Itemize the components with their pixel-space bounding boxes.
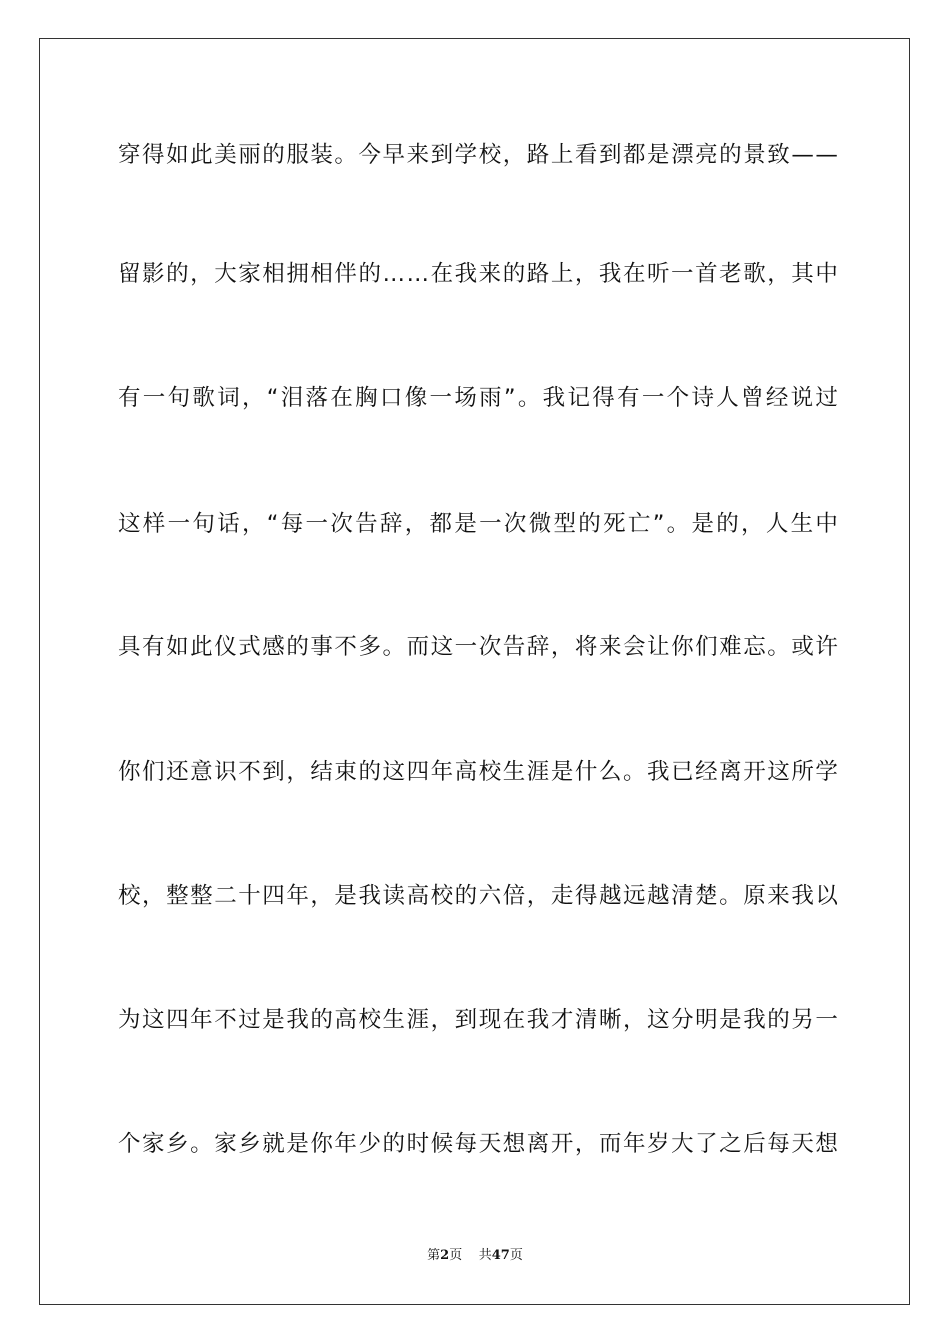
glyph: 一 — [142, 385, 166, 411]
glyph: 有 — [142, 634, 165, 660]
glyph: 告 — [355, 511, 378, 537]
glyph: 不 — [334, 634, 357, 660]
body-text-line-7 — [118, 881, 838, 911]
glyph: 为 — [118, 1007, 141, 1033]
glyph: 离 — [526, 1131, 550, 1157]
body-text-line-8 — [118, 1005, 838, 1035]
glyph: ， — [550, 634, 574, 660]
glyph: 十 — [238, 883, 261, 909]
glyph: 得 — [142, 142, 165, 168]
glyph: 了 — [695, 1131, 718, 1157]
glyph: 天 — [791, 1131, 814, 1157]
glyph: 楚 — [695, 883, 718, 909]
glyph: 年 — [430, 759, 454, 785]
glyph: 景 — [743, 142, 766, 168]
glyph: 致 — [767, 142, 790, 168]
glyph: 乡 — [166, 1131, 189, 1157]
glyph: 在 — [430, 261, 454, 287]
glyph: ， — [286, 759, 309, 785]
glyph: 样 — [142, 511, 166, 537]
glyph: — — [791, 142, 814, 168]
glyph: 会 — [622, 634, 646, 660]
glyph: 亡 — [627, 511, 651, 537]
glyph: 还 — [166, 759, 189, 785]
total-prefix: 共 — [478, 1248, 492, 1263]
glyph: 得 — [592, 385, 615, 411]
glyph: 的 — [716, 511, 739, 537]
glyph: 拥 — [286, 261, 309, 287]
glyph: 来 — [406, 142, 430, 168]
glyph: 来 — [478, 261, 502, 287]
glyph: 到 — [454, 1007, 478, 1033]
glyph: 乡 — [238, 1131, 261, 1157]
glyph: 校 — [118, 883, 141, 909]
body-text-line-4 — [118, 509, 838, 539]
glyph: 校 — [478, 142, 502, 168]
glyph: 有 — [617, 385, 640, 411]
glyph: 辞 — [526, 634, 550, 660]
glyph: 说 — [790, 385, 814, 411]
glyph: 句 — [167, 385, 191, 411]
glyph: 过 — [815, 385, 838, 411]
glyph: 路 — [526, 261, 550, 287]
glyph: 校 — [430, 883, 454, 909]
glyph: 个 — [118, 1131, 141, 1157]
glyph: 现 — [478, 1007, 502, 1033]
glyph: 歌 — [192, 385, 215, 411]
glyph: 来 — [598, 634, 622, 660]
glyph: 来 — [767, 883, 790, 909]
glyph: 学 — [815, 759, 838, 785]
glyph: 候 — [430, 1131, 454, 1157]
page-suffix: 页 — [449, 1248, 463, 1263]
glyph: 以 — [815, 883, 838, 909]
glyph: 越 — [647, 883, 670, 909]
glyph: 之 — [719, 1131, 742, 1157]
glyph: 相 — [262, 261, 285, 287]
body-text-line-6 — [118, 757, 838, 787]
glyph: 我 — [358, 883, 381, 909]
glyph: 这 — [647, 1007, 670, 1033]
total-suffix: 页 — [509, 1248, 523, 1263]
glyph: 多 — [358, 634, 381, 660]
glyph: 人 — [716, 385, 739, 411]
glyph: 次 — [478, 634, 502, 660]
glyph: 次 — [503, 511, 527, 537]
glyph: 听 — [647, 261, 670, 287]
glyph: ， — [241, 511, 265, 537]
glyph: 过 — [238, 1007, 261, 1033]
glyph: 。 — [767, 634, 790, 660]
glyph: 装 — [310, 142, 333, 168]
glyph: 是 — [286, 1131, 309, 1157]
glyph: 少 — [358, 1131, 381, 1157]
glyph: 的 — [719, 142, 742, 168]
glyph: 到 — [598, 142, 622, 168]
glyph: 一 — [429, 385, 453, 411]
glyph: 落 — [305, 385, 329, 411]
glyph: 穿 — [118, 142, 141, 168]
glyph: 一 — [641, 385, 665, 411]
glyph: 。 — [719, 883, 742, 909]
glyph: 束 — [334, 759, 357, 785]
glyph: 每 — [454, 1131, 478, 1157]
glyph: 词 — [217, 385, 240, 411]
glyph: … — [382, 261, 406, 287]
glyph: 告 — [502, 634, 526, 660]
body-text-line-1 — [118, 140, 838, 170]
glyph: 我 — [526, 1007, 550, 1033]
total-pages: 47 — [491, 1248, 510, 1263]
glyph: 我 — [454, 261, 478, 287]
glyph: 上 — [550, 261, 574, 287]
glyph: 话 — [217, 511, 240, 537]
glyph: 读 — [382, 883, 406, 909]
glyph: 生 — [502, 759, 526, 785]
glyph: 死 — [603, 511, 626, 537]
glyph: 胸 — [355, 385, 378, 411]
glyph: 原 — [743, 883, 766, 909]
glyph: 这 — [430, 634, 454, 660]
glyph: 高 — [454, 759, 478, 785]
glyph: 不 — [214, 1007, 237, 1033]
glyph: 。 — [517, 385, 541, 411]
glyph: 都 — [622, 142, 646, 168]
glyph: 泪 — [280, 385, 304, 411]
glyph: 这 — [382, 759, 406, 785]
glyph: 涯 — [406, 1007, 430, 1033]
glyph: 忘 — [743, 634, 766, 660]
glyph: 这 — [142, 1007, 165, 1033]
glyph: 一 — [454, 634, 478, 660]
glyph: 将 — [574, 634, 598, 660]
glyph: … — [406, 261, 430, 287]
glyph: 漂 — [671, 142, 694, 168]
glyph: 亮 — [695, 142, 718, 168]
glyph: 诗 — [691, 385, 714, 411]
glyph: 让 — [647, 634, 670, 660]
glyph: “ — [266, 385, 279, 411]
glyph: 分 — [671, 1007, 694, 1033]
glyph: 仪 — [214, 634, 237, 660]
glyph: 我 — [598, 261, 622, 287]
glyph: ， — [622, 1007, 646, 1033]
glyph: 中 — [815, 511, 838, 537]
glyph: 场 — [454, 385, 477, 411]
glyph: ， — [310, 883, 333, 909]
glyph: 年 — [286, 883, 309, 909]
glyph: 有 — [118, 385, 141, 411]
glyph: 今 — [358, 142, 381, 168]
glyph: 识 — [214, 759, 237, 785]
glyph: 二 — [214, 883, 237, 909]
glyph: 离 — [719, 759, 742, 785]
glyph: 这 — [767, 759, 790, 785]
glyph: 开 — [550, 1131, 574, 1157]
glyph: 。 — [334, 142, 357, 168]
glyph: 首 — [695, 261, 718, 287]
body-text-line-2 — [118, 259, 838, 289]
body-text-line-9 — [118, 1129, 838, 1159]
glyph: 另 — [791, 1007, 814, 1033]
glyph: 。 — [666, 511, 690, 537]
glyph: 生 — [382, 1007, 406, 1033]
glyph: 后 — [743, 1131, 766, 1157]
glyph: 想 — [815, 1131, 838, 1157]
glyph: 一 — [815, 1007, 838, 1033]
glyph: 校 — [478, 759, 502, 785]
glyph: 生 — [790, 511, 814, 537]
glyph: 这 — [118, 511, 141, 537]
glyph: 美 — [214, 142, 237, 168]
glyph: 晰 — [598, 1007, 622, 1033]
glyph: 我 — [542, 385, 566, 411]
glyph: 如 — [166, 634, 189, 660]
glyph: 么 — [598, 759, 622, 785]
glyph: 此 — [190, 142, 213, 168]
glyph: 大 — [214, 261, 237, 287]
glyph: 年 — [334, 1131, 357, 1157]
glyph: 型 — [553, 511, 577, 537]
glyph: 的 — [310, 1007, 333, 1033]
glyph: 句 — [192, 511, 215, 537]
glyph: 。 — [622, 759, 646, 785]
glyph: 微 — [528, 511, 552, 537]
glyph: 相 — [310, 261, 333, 287]
glyph: 倍 — [502, 883, 526, 909]
glyph: 的 — [286, 634, 309, 660]
glyph: 四 — [166, 1007, 189, 1033]
glyph: 的 — [358, 261, 381, 287]
glyph: 其 — [791, 261, 814, 287]
glyph: ， — [574, 261, 598, 287]
glyph: 看 — [574, 142, 598, 168]
glyph: 感 — [262, 634, 285, 660]
glyph: 时 — [406, 1131, 430, 1157]
glyph: 中 — [815, 261, 838, 287]
glyph: 在 — [622, 261, 646, 287]
glyph: ” — [503, 385, 516, 411]
glyph: 是 — [647, 142, 670, 168]
glyph: 雨 — [479, 385, 502, 411]
glyph: 老 — [719, 261, 742, 287]
glyph: 的 — [454, 883, 478, 909]
glyph: ， — [241, 385, 265, 411]
glyph: ， — [741, 511, 764, 537]
glyph: 。 — [382, 634, 406, 660]
glyph: 四 — [262, 883, 285, 909]
glyph: 的 — [358, 759, 381, 785]
glyph: 早 — [382, 142, 406, 168]
body-text-line-5 — [118, 632, 838, 662]
page-number: 2 — [440, 1248, 450, 1263]
glyph: 到 — [430, 142, 454, 168]
glyph: 是 — [550, 759, 574, 785]
glyph: 我 — [286, 1007, 309, 1033]
glyph: 次 — [330, 511, 353, 537]
glyph: 们 — [142, 759, 165, 785]
glyph: 高 — [406, 883, 430, 909]
glyph: 口 — [379, 385, 403, 411]
glyph: 记 — [567, 385, 590, 411]
glyph: 式 — [238, 634, 261, 660]
glyph: ， — [190, 261, 213, 287]
glyph: ， — [430, 1007, 454, 1033]
glyph: 结 — [310, 759, 333, 785]
glyph: 们 — [695, 634, 718, 660]
glyph: 在 — [502, 1007, 526, 1033]
glyph: 校 — [358, 1007, 381, 1033]
glyph: 如 — [166, 142, 189, 168]
glyph: 歌 — [743, 261, 766, 287]
glyph: 或 — [791, 634, 814, 660]
glyph: 你 — [671, 634, 694, 660]
glyph: 什 — [574, 759, 598, 785]
glyph: 到 — [262, 759, 285, 785]
glyph: 开 — [743, 759, 766, 785]
glyph: 留 — [118, 261, 141, 287]
glyph: 大 — [671, 1131, 694, 1157]
glyph: 涯 — [526, 759, 550, 785]
glyph: 已 — [671, 759, 694, 785]
glyph: 的 — [578, 511, 601, 537]
glyph: 年 — [622, 1131, 646, 1157]
glyph: 路 — [526, 142, 550, 168]
glyph: 一 — [167, 511, 191, 537]
glyph: 的 — [767, 1007, 790, 1033]
glyph: 整 — [166, 883, 189, 909]
glyph: 事 — [310, 634, 333, 660]
glyph: 影 — [142, 261, 165, 287]
glyph: 我 — [647, 759, 670, 785]
glyph: 清 — [574, 1007, 598, 1033]
glyph: 的 — [166, 261, 189, 287]
glyph: 四 — [406, 759, 430, 785]
glyph: 是 — [691, 511, 714, 537]
glyph: 整 — [190, 883, 213, 909]
glyph: 天 — [478, 1131, 502, 1157]
glyph: 才 — [550, 1007, 574, 1033]
glyph: 所 — [791, 759, 814, 785]
glyph: ， — [767, 261, 790, 287]
glyph: 曾 — [741, 385, 764, 411]
glyph: 你 — [310, 1131, 333, 1157]
glyph: 个 — [666, 385, 690, 411]
glyph: ， — [526, 883, 550, 909]
glyph: 上 — [550, 142, 574, 168]
glyph: 每 — [280, 511, 304, 537]
glyph: ， — [502, 142, 526, 168]
glyph: 我 — [743, 1007, 766, 1033]
glyph: 就 — [262, 1131, 285, 1157]
glyph: 的 — [262, 142, 285, 168]
glyph: 家 — [214, 1131, 237, 1157]
glyph: ， — [574, 1131, 598, 1157]
glyph: 你 — [118, 759, 141, 785]
glyph: 像 — [404, 385, 428, 411]
glyph: — — [815, 142, 838, 168]
glyph: 是 — [334, 883, 357, 909]
glyph: 远 — [622, 883, 646, 909]
glyph: 我 — [791, 883, 814, 909]
glyph: 是 — [719, 1007, 742, 1033]
glyph: 人 — [765, 511, 789, 537]
glyph: 具 — [118, 634, 141, 660]
glyph: 岁 — [647, 1131, 670, 1157]
glyph: 丽 — [238, 142, 261, 168]
glyph: 经 — [765, 385, 789, 411]
glyph: 的 — [502, 261, 526, 287]
glyph: 辞 — [379, 511, 403, 537]
body-text-line-3 — [118, 383, 838, 413]
glyph: 都 — [429, 511, 453, 537]
glyph: 在 — [330, 385, 353, 411]
glyph: 的 — [382, 1131, 406, 1157]
glyph: 每 — [767, 1131, 790, 1157]
glyph: 得 — [574, 883, 598, 909]
glyph: 而 — [406, 634, 430, 660]
glyph: 是 — [262, 1007, 285, 1033]
glyph: 而 — [598, 1131, 622, 1157]
glyph: 伴 — [334, 261, 357, 287]
glyph: ， — [142, 883, 165, 909]
glyph: 难 — [719, 634, 742, 660]
glyph: 清 — [671, 883, 694, 909]
glyph: 服 — [286, 142, 309, 168]
glyph: 年 — [190, 1007, 213, 1033]
glyph: 高 — [334, 1007, 357, 1033]
glyph: ， — [404, 511, 428, 537]
glyph: 明 — [695, 1007, 718, 1033]
page-prefix: 第 — [427, 1248, 441, 1263]
glyph: 许 — [815, 634, 838, 660]
glyph: 不 — [238, 759, 261, 785]
page-border — [39, 38, 910, 1305]
glyph: 是 — [454, 511, 477, 537]
glyph: 越 — [598, 883, 622, 909]
glyph: 六 — [478, 883, 502, 909]
glyph: 学 — [454, 142, 478, 168]
glyph: 一 — [305, 511, 329, 537]
glyph: 走 — [550, 883, 574, 909]
glyph: 想 — [502, 1131, 526, 1157]
glyph: 一 — [479, 511, 502, 537]
glyph: 经 — [695, 759, 718, 785]
glyph: 一 — [671, 261, 694, 287]
glyph: “ — [266, 511, 279, 537]
page-footer — [0, 1247, 950, 1265]
glyph: 家 — [142, 1131, 165, 1157]
glyph: 。 — [190, 1131, 213, 1157]
glyph: 意 — [190, 759, 213, 785]
glyph: 家 — [238, 261, 261, 287]
glyph: 此 — [190, 634, 213, 660]
glyph: ” — [652, 511, 665, 537]
